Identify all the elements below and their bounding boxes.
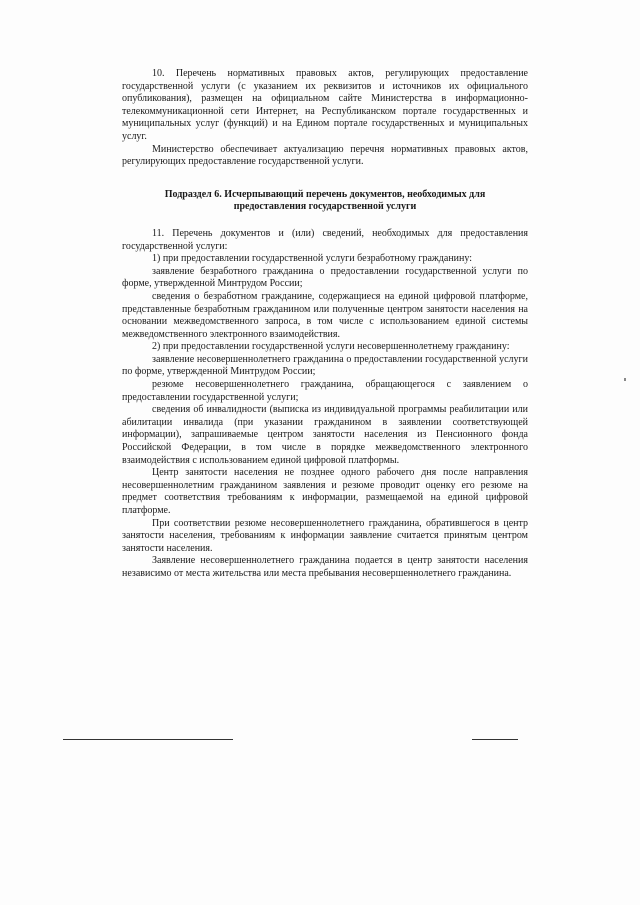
paragraph-minor-resume: резюме несовершеннолетнего гражданина, обращающегося с заявлением о предоставлении государственной услуги; (122, 379, 528, 403)
paragraph-unemployed-info: сведения о безработном гражданине, содержащиеся на единой цифровой платформе, представленные безработным гражданином или полученные центром занятости населения на основании межведомственного запроса, в том числе с использованием единой системы межведомственного электронного взаимодействия. (122, 290, 528, 340)
paragraph-application-accepted: При соответствии резюме несовершеннолетнего гражданина, обратившегося в центр занятости населения, требованиям к информации заявление считается принятым центром занятости населения. (122, 517, 528, 554)
margin-mark (624, 378, 626, 381)
paragraph-unemployed-application: заявление безработного гражданина о предоставлении государственной услуги по форме, утвержденной Минтрудом России; (122, 265, 528, 290)
paragraph-item-2: 2) при предоставлении государственной услуги несовершеннолетнему гражданину: (152, 341, 510, 353)
paragraph-10: 10. Перечень нормативных правовых актов, регулирующих предоставление государственной услуги (с указанием их реквизитов и источников их официального опубликования), размещен на официальном сайте Министерства в информационно-телекоммуникационной сети Интернет, на Республиканском портале государственных и муниципальных услуг (функций) и на Едином портале государственных и муниципальных услуг. (122, 68, 528, 142)
subsection-title: Подраздел 6. Исчерпывающий перечень документов, необходимых для предоставления государственной услуги (164, 188, 486, 213)
paragraph-disability-info: сведения об инвалидности (выписка из индивидуальной программы реабилитации или абилитации инвалида (при указании гражданином в заявлении соответствующей информации), запрашиваемые центром занятости населения из Пенсионного фонда Российской Федерации, в том числе в порядке межведомственного электронного взаимодействия с использованием единой цифровой платформы. (122, 404, 528, 466)
paragraph-11: 11. Перечень документов и (или) сведений, необходимых для предоставления государственной услуги: (122, 227, 528, 252)
signature-line-right (472, 739, 518, 740)
paragraph-minor-application: заявление несовершеннолетнего гражданина о предоставлении государственной услуги по форме, утвержденной Минтрудом России; (122, 353, 528, 378)
signature-line-left (63, 739, 233, 740)
paragraph-ministry-update: Министерство обеспечивает актуализацию перечня нормативных правовых актов, регулирующих предоставление государственной услуги. (122, 143, 528, 168)
paragraph-application-location: Заявление несовершеннолетнего гражданина подается в центр занятости населения независимо от места жительства или места пребывания несовершеннолетнего гражданина. (122, 555, 528, 579)
paragraph-item-1: 1) при предоставлении государственной услуги безработному гражданину: (152, 253, 473, 265)
document-body (122, 68, 528, 581)
paragraph-resume-assessment: Центр занятости населения не позднее одного рабочего дня после направления несовершеннолетним гражданином заявления и резюме проводит оценку его резюме на предмет соответствия требованиям к информации, размещаемой на единой цифровой платформе. (122, 467, 528, 516)
